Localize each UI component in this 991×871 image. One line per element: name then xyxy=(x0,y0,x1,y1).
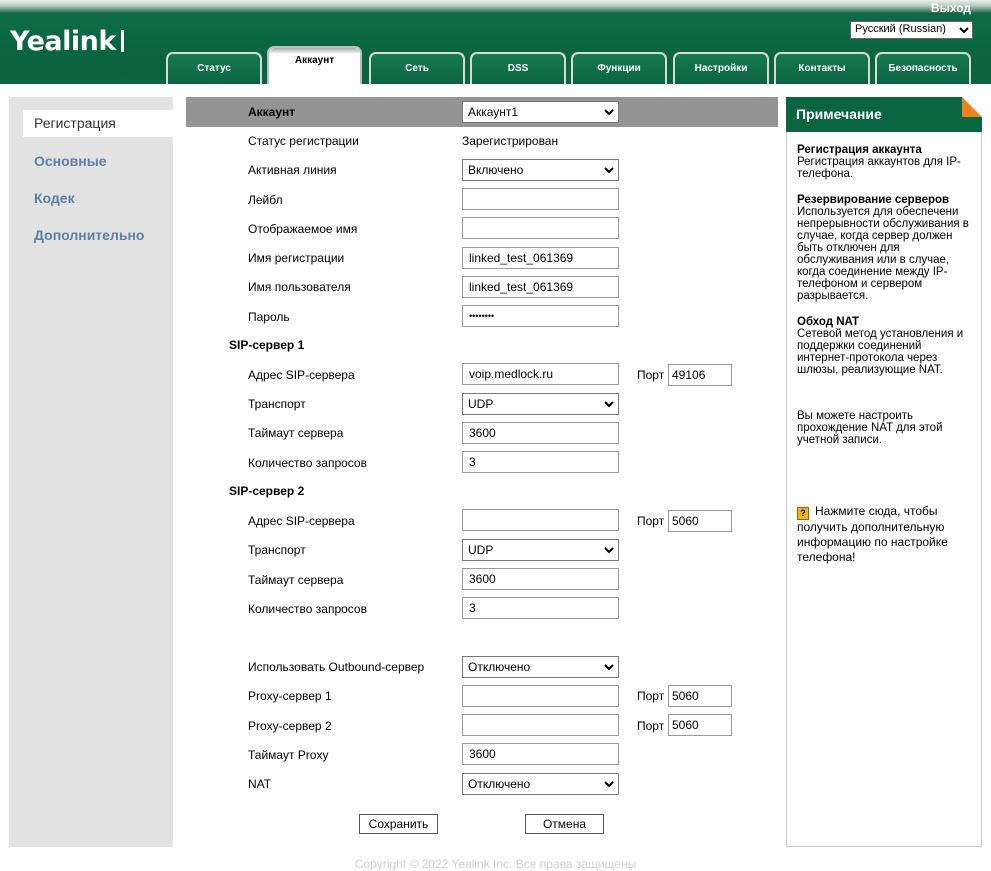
display-name-input[interactable] xyxy=(462,217,619,239)
logout-link[interactable]: Выход xyxy=(930,1,971,15)
sip2-server-input[interactable] xyxy=(462,509,619,531)
language-value: Русский (Russian) xyxy=(855,23,946,35)
tab-label: Функции xyxy=(597,63,641,74)
sip2-section-title: SIP-сервер 2 xyxy=(229,484,305,498)
help-link-text: Нажмите сюда, чтобы получить дополнительную информацию по настройке телефона! xyxy=(797,504,948,564)
sip2-server-label: Адрес SIP-сервера xyxy=(248,514,355,528)
outbound-label: Использовать Outbound-сервер xyxy=(248,660,425,674)
proxy-timeout-input[interactable]: 3600 xyxy=(462,743,619,765)
tab-account[interactable] xyxy=(267,46,362,84)
sidebar-item-advanced[interactable] xyxy=(9,227,173,243)
footer-copyright: Copyright © 2022 Yealink Inc. Все права защищены xyxy=(354,857,637,871)
sip1-section-title: SIP-сервер 1 xyxy=(229,338,305,352)
save-button[interactable]: Сохранить xyxy=(359,814,438,834)
tab-status[interactable] xyxy=(166,52,262,84)
sip1-timeout-input[interactable]: 3600 xyxy=(462,422,619,444)
label-input[interactable] xyxy=(462,188,619,210)
sip2-port-label: Порт xyxy=(637,514,665,528)
proxy-timeout-label: Таймаут Proxy xyxy=(248,748,329,762)
password-input[interactable]: •••••••• xyxy=(462,305,619,327)
proxy1-label: Proxy-сервер 1 xyxy=(248,689,332,703)
sip1-timeout-label: Таймаут сервера xyxy=(248,426,344,440)
username-input[interactable]: linked_test_061369 xyxy=(462,276,619,298)
sidebar xyxy=(9,97,173,847)
sidebar-item-label: Основные xyxy=(34,153,107,169)
sip1-transport-value: UDP xyxy=(468,397,494,411)
sidebar-item-basic[interactable] xyxy=(9,153,173,169)
page-corner-icon xyxy=(962,97,982,117)
outbound-select[interactable] xyxy=(462,656,619,678)
note-block-title: Резервирование серверов xyxy=(797,194,950,206)
display-name-label: Отображаемое имя xyxy=(248,222,358,236)
top-header xyxy=(0,0,991,84)
tab-label: Настройки xyxy=(694,63,748,74)
yealink-logo xyxy=(10,26,124,57)
tab-label: Статус xyxy=(197,63,231,74)
proxy1-input[interactable] xyxy=(462,685,619,707)
sip2-port-input[interactable]: 5060 xyxy=(668,510,732,532)
password-label: Пароль xyxy=(248,310,290,324)
tab-security[interactable] xyxy=(875,52,971,84)
sip2-transport-value: UDP xyxy=(468,543,494,557)
active-line-label: Активная линия xyxy=(248,163,337,177)
chevron-down-icon xyxy=(604,398,614,410)
sip1-retry-input[interactable]: 3 xyxy=(462,451,619,473)
sidebar-item-label: Кодек xyxy=(34,190,75,206)
chevron-down-icon xyxy=(604,544,614,556)
tab-contacts[interactable] xyxy=(774,52,870,84)
sidebar-item-codec[interactable] xyxy=(9,190,173,206)
sip1-transport-label: Транспорт xyxy=(248,397,306,411)
sidebar-item-label: Дополнительно xyxy=(34,227,145,243)
help-book-icon: ? xyxy=(797,507,809,520)
username-label: Имя пользователя xyxy=(248,280,351,294)
chevron-down-icon xyxy=(604,661,614,673)
note-block xyxy=(797,194,972,302)
sip1-port-label: Порт xyxy=(637,368,665,382)
register-name-label: Имя регистрации xyxy=(248,251,345,265)
nat-select[interactable] xyxy=(462,773,619,795)
tab-dss[interactable] xyxy=(470,52,566,84)
nat-label: NAT xyxy=(248,777,272,791)
sip2-transport-label: Транспорт xyxy=(248,543,306,557)
sip1-port-input[interactable]: 49106 xyxy=(668,364,732,386)
account-select[interactable] xyxy=(462,101,619,123)
reg-status-value: Зарегистрирован xyxy=(462,134,559,148)
outbound-value: Отключено xyxy=(468,660,531,674)
proxy2-port-label: Порт xyxy=(637,719,665,733)
sip2-timeout-input[interactable]: 3600 xyxy=(462,568,619,590)
note-block-text: Регистрация аккаунтов для IP-телефона. xyxy=(797,156,961,180)
note-extra-text: Вы можете настроить прохождение NAT для этой учетной записи. xyxy=(797,410,943,446)
sip2-transport-select[interactable] xyxy=(462,539,619,561)
tab-label: DSS xyxy=(507,63,529,74)
header-strip xyxy=(0,0,991,14)
register-name-input[interactable]: linked_test_061369 xyxy=(462,247,619,269)
sip2-timeout-label: Таймаут сервера xyxy=(248,573,344,587)
tab-label: Сеть xyxy=(405,63,429,74)
note-block-title: Обход NAT xyxy=(797,316,860,328)
proxy2-port-input[interactable]: 5060 xyxy=(668,714,732,736)
sidebar-item-label: Регистрация xyxy=(34,115,116,131)
tab-label: Безопасность xyxy=(888,63,958,74)
note-block-text: Используется для обеспечени непрерывности обслуживания в случае, когда сервер должен быть отключен для обслуживания или в случае, когда соединение между IP-телефоном и сервером разрывается. xyxy=(797,206,969,302)
active-line-value: Включено xyxy=(468,163,524,177)
note-title: Примечание xyxy=(786,97,982,132)
sip1-transport-select[interactable] xyxy=(462,393,619,415)
active-line-select[interactable] xyxy=(462,159,619,181)
tab-settings[interactable] xyxy=(673,52,769,84)
sip2-retry-label: Количество запросов xyxy=(248,602,367,616)
proxy2-label: Proxy-сервер 2 xyxy=(248,719,332,733)
tab-network[interactable] xyxy=(369,52,465,84)
chevron-down-icon xyxy=(604,164,614,176)
language-select[interactable] xyxy=(850,21,973,39)
tab-label: Контакты xyxy=(798,63,846,74)
note-block-text: Сетевой метод установления и поддержки соединений интернет-протокола через шлюзы, реализующие NAT. xyxy=(797,328,964,376)
sip2-retry-input[interactable]: 3 xyxy=(462,597,619,619)
chevron-down-icon xyxy=(604,106,614,118)
proxy1-port-label: Порт xyxy=(637,689,665,703)
sidebar-item-registration[interactable] xyxy=(23,110,173,137)
chevron-down-icon xyxy=(604,778,614,790)
nat-value: Отключено xyxy=(468,777,531,791)
label-label: Лейбл xyxy=(248,193,283,207)
logo-bar xyxy=(121,30,124,52)
sip1-server-label: Адрес SIP-сервера xyxy=(248,368,355,382)
reg-status-label: Статус регистрации xyxy=(248,134,359,148)
note-block xyxy=(797,144,972,180)
sip1-server-input[interactable]: voip.medlock.ru xyxy=(462,363,619,385)
note-body xyxy=(797,144,972,446)
proxy2-input[interactable] xyxy=(462,714,619,736)
account-label: Аккаунт xyxy=(248,105,296,119)
cancel-button[interactable]: Отмена xyxy=(525,814,604,834)
tab-label: Аккаунт xyxy=(294,55,335,66)
help-link[interactable] xyxy=(797,504,972,565)
note-block xyxy=(797,316,972,376)
note-panel xyxy=(786,97,982,847)
chevron-down-icon xyxy=(959,25,969,35)
note-block-title: Регистрация аккаунта xyxy=(797,144,922,156)
sip1-retry-label: Количество запросов xyxy=(248,456,367,470)
proxy1-port-input[interactable]: 5060 xyxy=(668,685,732,707)
logo-text: Yealink xyxy=(10,26,116,57)
tab-features[interactable] xyxy=(571,52,667,84)
account-select-value: Аккаунт1 xyxy=(468,105,519,119)
